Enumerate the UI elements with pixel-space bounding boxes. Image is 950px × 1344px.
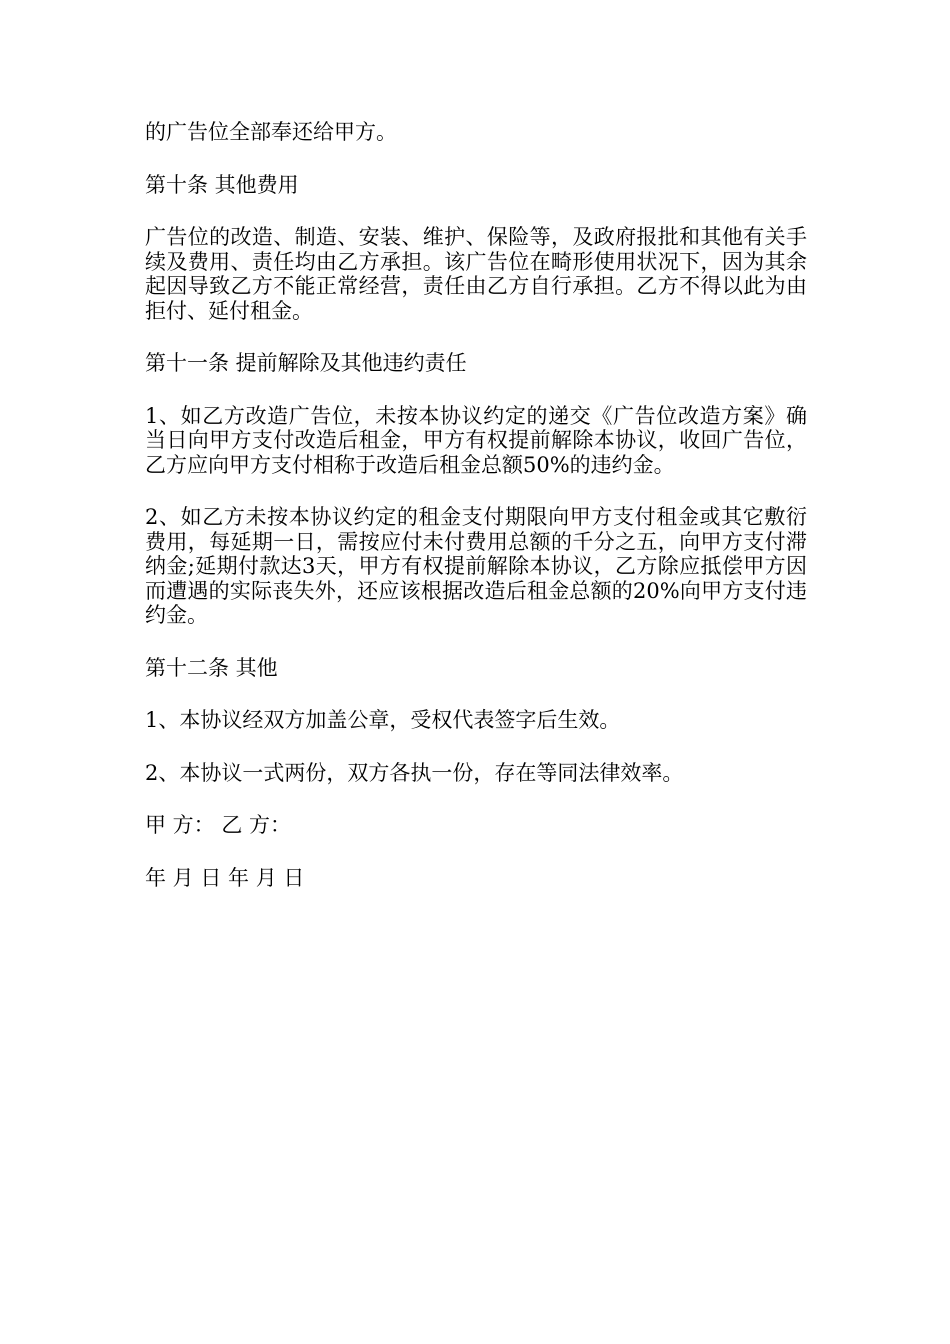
- article-10-heading: 第十条 其他费用: [145, 172, 299, 197]
- article-11-item-1: 1、如乙方改造广告位，未按本协议约定的递交《广告位改造方案》确当日向甲方支付改造后租金，甲方有权提前解除本协议，收回广告位，乙方应向甲方支付相称于改造后租金总额50%的违约金。: [145, 403, 807, 477]
- article-11-item-2: 2、如乙方未按本协议约定的租金支付期限向甲方支付租金或其它敷衍费用，每延期一日，需按应付未付费用总额的千分之五，向甲方支付滞纳金;延期付款达3天，甲方有权提前解除本协议，乙方除应抵偿甲方因而遭遇的实际丧失外，还应该根据改造后租金总额的20%向甲方支付违约金。: [145, 505, 807, 627]
- article-12-item-2: 2、本协议一式两份，双方各执一份，存在等同法律效率。: [145, 760, 684, 785]
- signature-dates: 年 月 日 年 月 日: [145, 865, 305, 890]
- paragraph-return-clause: 的广告位全部奉还给甲方。: [145, 120, 397, 144]
- signature-parties: 甲 方： 乙 方：: [145, 813, 292, 837]
- article-12-item-1: 1、本协议经双方加盖公章，受权代表签字后生效。: [145, 708, 621, 732]
- article-10-body: 广告位的改造、制造、安装、维护、保险等，及政府报批和其他有关手续及费用、责任均由乙方承担。该广告位在畸形使用状况下，因为其余起因导致乙方不能正常经营，责任由乙方自行承担。乙方不得以此为由拒付、延付租金。: [145, 225, 807, 323]
- article-11-heading: 第十一条 提前解除及其他违约责任: [145, 351, 467, 375]
- document-body: [145, 120, 807, 890]
- article-12-heading: 第十二条 其他: [145, 655, 278, 680]
